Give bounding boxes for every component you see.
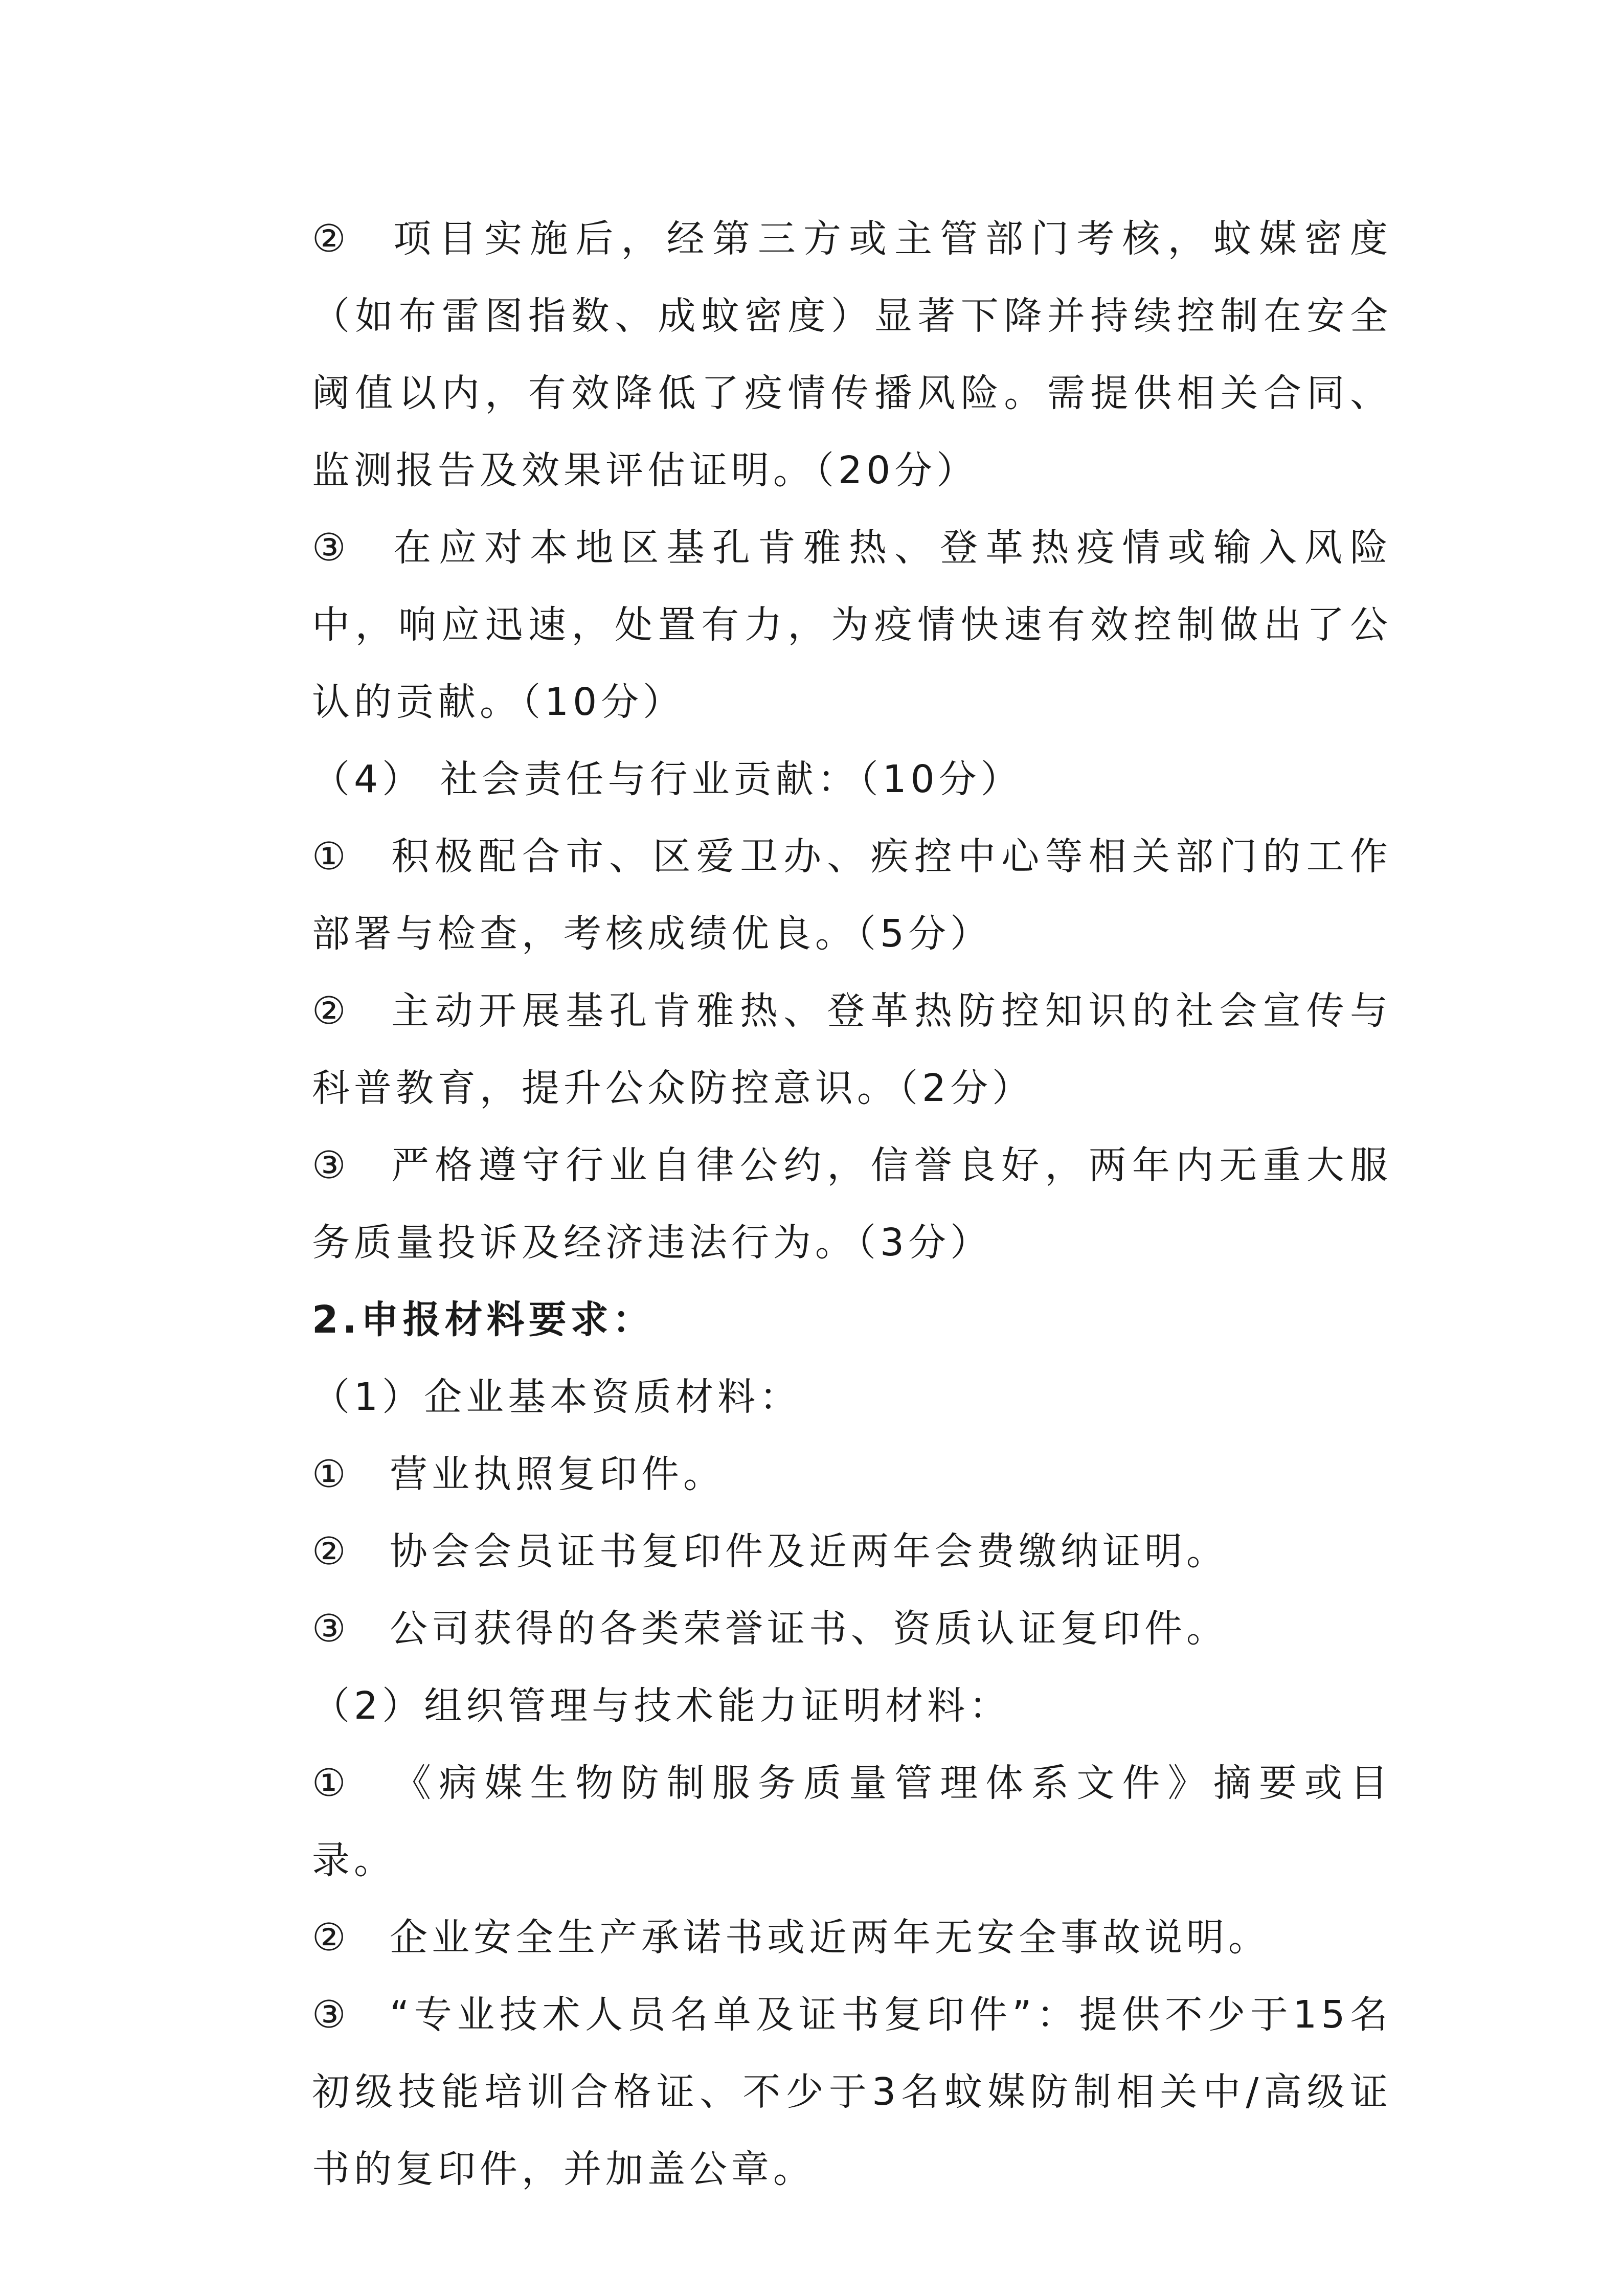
paragraph-item-2-effect bbox=[236, 200, 1392, 509]
subsection-heading-qualification bbox=[236, 1359, 1392, 1436]
document-body bbox=[236, 200, 1392, 2208]
paragraph-text: 2.申报材料要求： bbox=[312, 1298, 655, 1342]
item-number-3: ③ bbox=[312, 1993, 350, 2037]
paragraph-text: （4） 社会责任与行业贡献：（10分） bbox=[312, 757, 1023, 801]
item-number-2: ② bbox=[312, 1529, 350, 1573]
paragraph-text: （2）组织管理与技术能力证明材料： bbox=[312, 1684, 1011, 1728]
paragraph-item-2-education bbox=[236, 973, 1392, 1127]
paragraph-item-1-quality-system bbox=[236, 1745, 1392, 1899]
item-number-3: ③ bbox=[312, 1607, 350, 1651]
paragraph-item-3-staff bbox=[236, 1976, 1392, 2208]
paragraph-text: 严格遵守行业自律公约，信誉良好，两年内无重大服务质量投诉及经济违法行为。（3分） bbox=[312, 1143, 1392, 1265]
paragraph-item-3-certificates bbox=[236, 1590, 1392, 1668]
item-number-2: ② bbox=[312, 1916, 350, 1960]
paragraph-text: （1）企业基本资质材料： bbox=[312, 1375, 802, 1419]
item-number-3: ③ bbox=[312, 1143, 350, 1187]
section-heading-social-responsibility bbox=[236, 741, 1392, 818]
item-number-2: ② bbox=[312, 989, 350, 1033]
paragraph-text: “专业技术人员名单及证书复印件”：提供不少于15名初级技能培训合格证、不少于3名蚊媒防制相关中/高级证书的复印件，并加盖公章。 bbox=[312, 1993, 1392, 2191]
paragraph-text: 在应对本地区基孔肯雅热、登革热疫情或输入风险中，响应迅速，处置有力，为疫情快速有效控制做出了公认的贡献。（10分） bbox=[312, 526, 1392, 724]
subsection-heading-management bbox=[236, 1668, 1392, 1745]
paragraph-item-2-safety bbox=[236, 1899, 1392, 1976]
paragraph-text: 《病媒生物防制服务质量管理体系文件》摘要或目录。 bbox=[312, 1761, 1392, 1882]
item-number-3: ③ bbox=[312, 526, 350, 570]
section-heading-materials bbox=[236, 1281, 1392, 1359]
paragraph-text: 协会会员证书复印件及近两年会费缴纳证明。 bbox=[390, 1529, 1228, 1573]
paragraph-text: 积极配合市、区爱卫办、疾控中心等相关部门的工作部署与检查，考核成绩优良。（5分） bbox=[312, 835, 1392, 956]
paragraph-text: 主动开展基孔肯雅热、登革热防控知识的社会宣传与科普教育，提升公众防控意识。（2分） bbox=[312, 989, 1392, 1110]
paragraph-item-2-membership bbox=[236, 1513, 1392, 1590]
paragraph-item-3-response bbox=[236, 509, 1392, 741]
paragraph-item-3-integrity bbox=[236, 1127, 1392, 1281]
paragraph-text: 公司获得的各类荣誉证书、资质认证复印件。 bbox=[390, 1607, 1228, 1651]
item-number-1: ① bbox=[312, 1452, 350, 1496]
paragraph-text: 企业安全生产承诺书或近两年无安全事故说明。 bbox=[390, 1916, 1270, 1960]
paragraph-item-1-license bbox=[236, 1436, 1392, 1513]
paragraph-text: 项目实施后，经第三方或主管部门考核，蚊媒密度（如布雷图指数、成蚊密度）显著下降并持续控制在安全阈值以内，有效降低了疫情传播风险。需提供相关合同、监测报告及效果评估证明。（20分） bbox=[312, 217, 1392, 492]
paragraph-text: 营业执照复印件。 bbox=[390, 1452, 725, 1496]
item-number-1: ① bbox=[312, 835, 350, 879]
paragraph-item-1-cooperation bbox=[236, 818, 1392, 973]
item-number-1: ① bbox=[312, 1761, 350, 1805]
item-number-2: ② bbox=[312, 217, 350, 261]
